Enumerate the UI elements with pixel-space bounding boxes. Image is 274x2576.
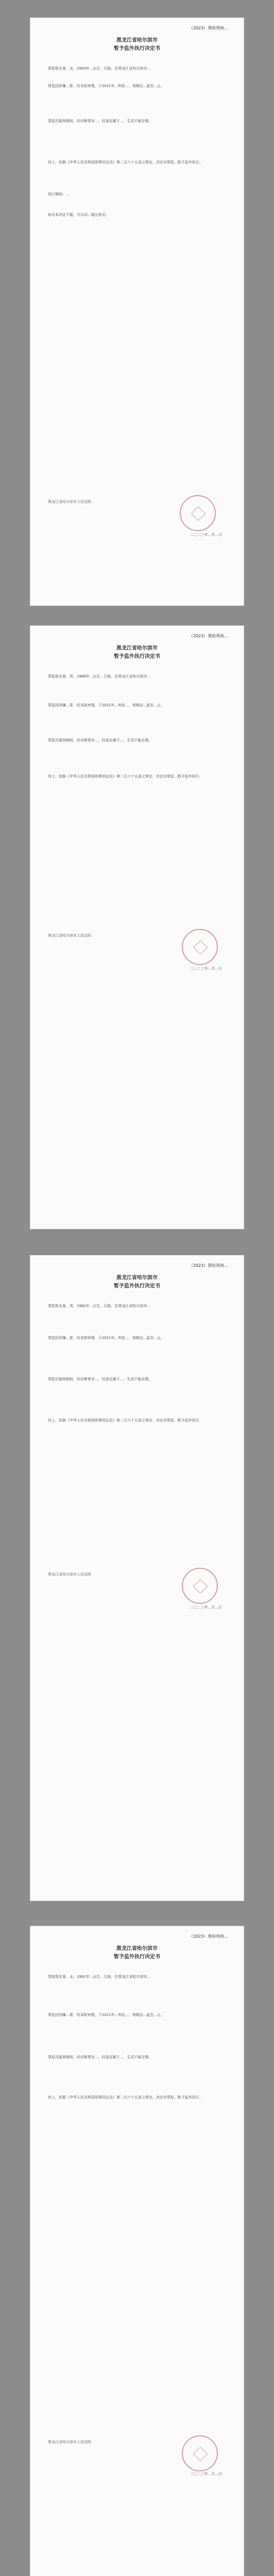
document-date: 二〇二三年...月...日	[190, 533, 222, 537]
court-name: 黑龙江省哈尔滨市人民法院	[48, 934, 91, 938]
document-paragraph: 罪犯因涉嫌...罪，经本院审理，于2021年...判处...，刑期自...起至...止。	[48, 1336, 165, 1340]
court-seal	[182, 929, 218, 965]
document-title-line-1: 黑龙江省哈尔滨市	[116, 1275, 158, 1281]
document-paragraph: 综上，依据《中华人民共和国刑事诉讼法》第二百六十五条之规定，决定对罪犯...暂予监外执行。	[48, 1418, 203, 1422]
court-name: 黑龙江省哈尔滨市人民法院	[48, 2440, 91, 2444]
document-date: 二〇二三年...月...日	[190, 1605, 222, 1609]
document-number: （2023）黑哈刑执...	[189, 1263, 228, 1268]
document-paragraph: 罪犯姓名某，男，1988年...出生，汉族，住黑龙江省哈尔滨市...	[48, 674, 151, 679]
document-paragraph: 罪犯姓名某，女，1993年...出生，汉族，住黑龙江省哈尔滨市...	[48, 66, 151, 71]
document-date: 二〇二三年...月...日	[190, 967, 222, 971]
document-paragraph: 罪犯在服刑期间，经诊断患有...，经鉴定属于...，生活不能自理。	[48, 738, 152, 742]
court-seal	[180, 495, 216, 531]
document-page-1	[30, 18, 244, 606]
document-page-2	[30, 625, 244, 1229]
document-paragraph: 罪犯姓名某，男，1982年...出生，汉族，住黑龙江省哈尔滨市...	[48, 1304, 151, 1308]
document-paragraph: 综上，依据《中华人民共和国刑事诉讼法》第二百六十五条之规定，决定对罪犯...暂予监外执行。	[48, 774, 203, 778]
document-paragraph: 罪犯在服刑期间，经诊断患有...，经鉴定属于...，生活不能自理。	[48, 2055, 152, 2059]
document-paragraph: 罪犯姓名某，女，1991年...出生，汉族，住黑龙江省哈尔滨市...	[48, 1975, 151, 1979]
document-paragraph: 综上，依据《中华人民共和国刑事诉讼法》第二百六十五条之规定，决定对罪犯...暂予监外执行。	[48, 160, 203, 164]
court-seal	[182, 1568, 218, 1604]
document-title-line-2: 暂予监外执行决定书	[114, 1283, 160, 1289]
document-title-line-1: 黑龙江省哈尔滨市	[116, 646, 158, 651]
document-page-4	[30, 1926, 244, 2576]
document-number: （2023）黑哈刑执...	[189, 26, 228, 30]
document-title-line-2: 暂予监外执行决定书	[114, 46, 160, 52]
document-paragraph: 罪犯因涉嫌...罪，经本院审理，于2021年...判处...，刑期自...起至...止。	[48, 2013, 165, 2017]
document-title-line-2: 暂予监外执行决定书	[114, 1954, 160, 1960]
court-seal	[182, 2435, 218, 2471]
document-paragraph: 综上，依据《中华人民共和国刑事诉讼法》第二百六十五条之规定，决定对罪犯...暂予监外执行。	[48, 2095, 203, 2099]
document-paragraph: 罪犯在服刑期间，经诊断患有...，经鉴定属于...，生活不能自理。	[48, 119, 152, 123]
document-paragraph: 执行期间：...	[48, 192, 70, 196]
document-page-3	[30, 1255, 244, 1901]
document-title-line-1: 黑龙江省哈尔滨市	[116, 38, 158, 43]
document-title-line-2: 暂予监外执行决定书	[114, 654, 160, 659]
court-name: 黑龙江省哈尔滨市人民法院	[48, 500, 91, 504]
document-number: （2023）黑哈刑执...	[189, 1934, 228, 1939]
document-paragraph: 罪犯因涉嫌...罪，经本院审理，于2021年...判处...，刑期自...起至...止。	[48, 703, 165, 707]
document-paragraph: 罪犯因涉嫌...罪，经本院审理，于2021年...判处...，刑期自...起至...止。	[48, 84, 165, 88]
document-paragraph: 罪犯在服刑期间，经诊断患有...，经鉴定属于...，生活不能自理。	[48, 1377, 152, 1381]
document-number: （2023）黑哈刑执...	[189, 634, 228, 638]
document-date: 二〇二三年...月...日	[190, 2472, 222, 2476]
court-name: 黑龙江省哈尔滨市人民法院	[48, 1572, 91, 1577]
document-title-line-1: 黑龙江省哈尔滨市	[116, 1946, 158, 1952]
document-paragraph: 如对本决定不服，可以向...提出意见。	[48, 213, 109, 217]
